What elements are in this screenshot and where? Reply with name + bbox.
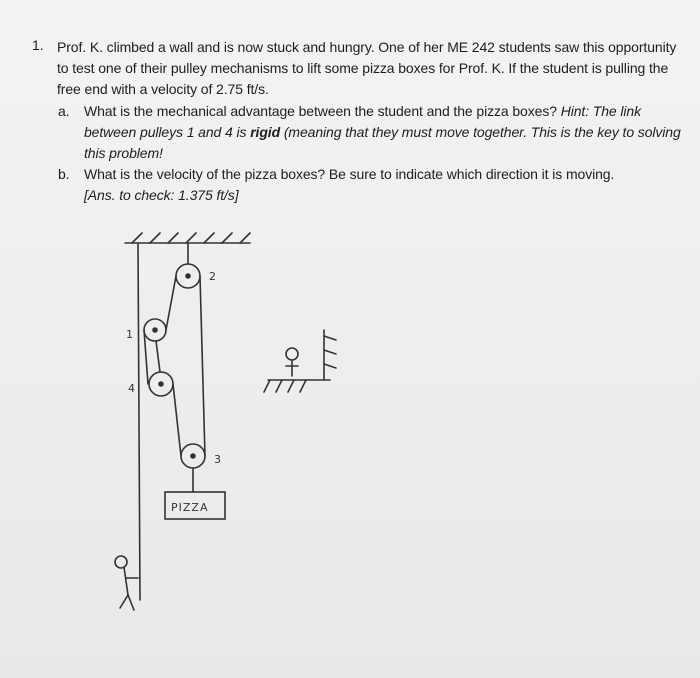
part-b-letter: b. [58,166,70,182]
part-a-hint-pre: Hint: The link between pulleys 1 and 4 is [84,103,641,140]
rigid-link [156,341,160,372]
pulley-1-label: 1 [126,328,133,341]
pizza-label: PIZZA [171,501,209,514]
part-b-prompt: What is the velocity of the pizza boxes? Be sure to indicate which direction it is moving. [84,166,615,182]
pulley-2-axle [186,274,190,278]
pulley-2-label: 2 [209,270,216,283]
question-intro: Prof. K. climbed a wall and is now stuck and hungry. One of her ME 242 students saw this opportunity to test one of their pulley mechanisms to lift some pizza boxes for Prof. K. If the student is pulling the free end with a velocity of 2.75 ft/s. [57,39,677,97]
part-a-letter: a. [58,103,70,119]
rope [138,243,205,600]
question-number: 1. [32,37,44,53]
professor-figure [264,330,336,392]
pulley-3-label: 3 [214,453,221,466]
ceiling-hatch [132,233,250,243]
part-b-answer: [Ans. to check: 1.375 ft/s] [84,187,239,203]
part-a-hint-post: (meaning that they must move together. This is the key to solving this problem! [84,124,681,161]
pulley-4-label: 4 [128,382,135,395]
part-a-hint-bold: rigid [250,124,281,140]
part-a-prompt: What is the mechanical advantage between the student and the pizza boxes? [84,103,557,119]
student-figure [115,556,138,610]
